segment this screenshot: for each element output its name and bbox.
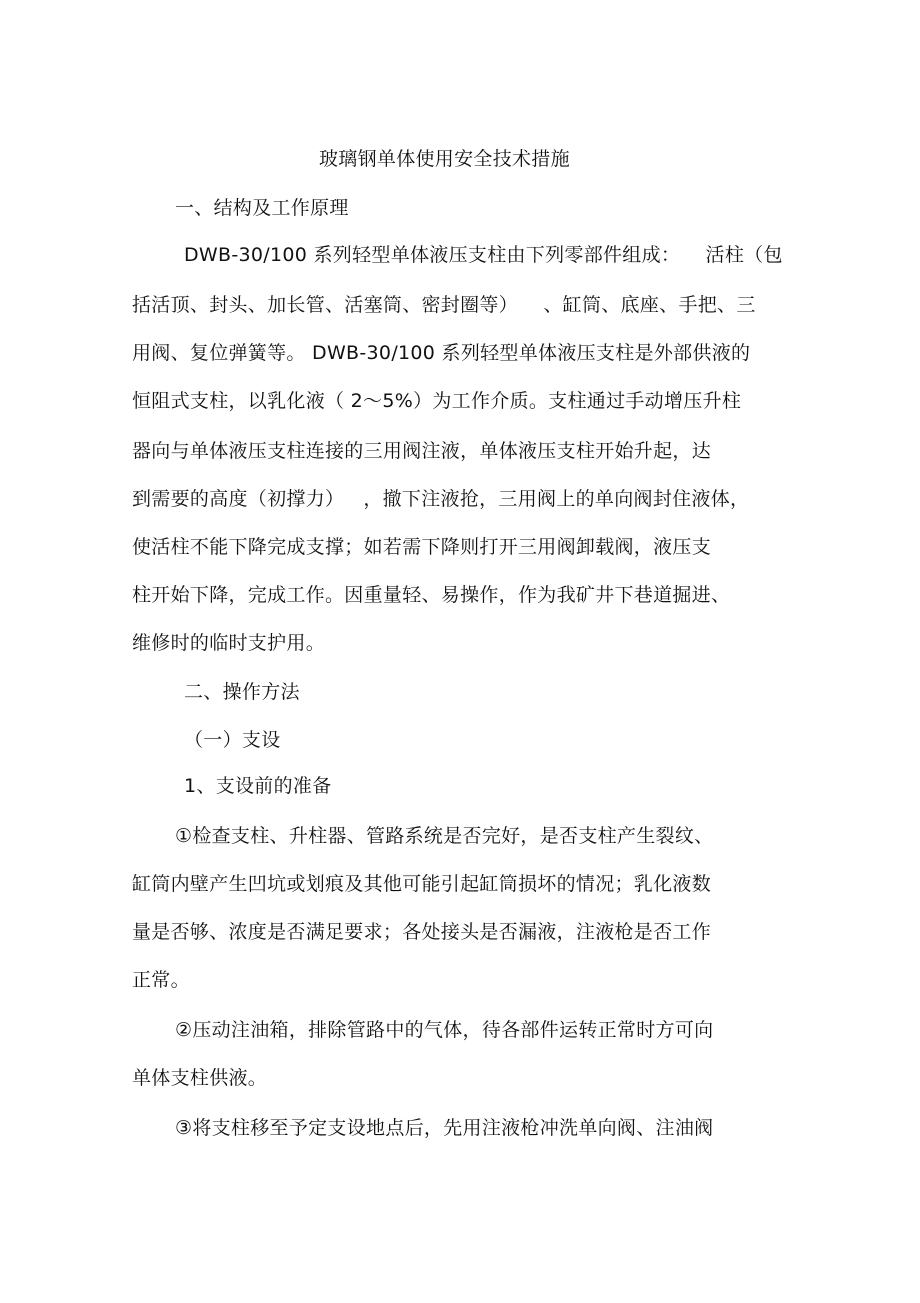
paragraph-line: DWB-30/100 系列轻型单体液压支柱由下列零部件组成： 活柱（包 <box>184 244 783 266</box>
item-heading-preparation: 1、支设前的准备 <box>184 775 332 797</box>
section-heading-structure: 一、结构及工作原理 <box>175 197 349 219</box>
step-line: 正常。 <box>132 969 190 991</box>
paragraph-line: 使活柱不能下降完成支撑；如若需下降则打开三用阀卸载阀，液压支 <box>132 536 712 558</box>
step-line: ①检查支柱、升柱器、管路系统是否完好，是否支柱产生裂纹、 <box>175 825 714 847</box>
step-line: 单体支柱供液。 <box>132 1067 268 1089</box>
page-title: 玻璃钢单体使用安全技术措施 <box>319 148 570 170</box>
paragraph-line: 器向与单体液压支柱连接的三用阀注液，单体液压支柱开始升起，达 <box>132 440 712 462</box>
step-line: 量是否够、浓度是否满足要求；各处接头是否漏液，注液枪是否工作 <box>132 921 712 943</box>
paragraph-line: 柱开始下降，完成工作。因重量轻、易操作，作为我矿井下巷道掘进、 <box>132 584 731 606</box>
paragraph-line: 到需要的高度（初撑力） ，撤下注液抢，三用阀上的单向阀封住液体， <box>132 488 750 510</box>
paragraph-line: 恒阻式支柱，以乳化液（ 2～5%）为工作介质。支柱通过手动增压升柱 <box>132 390 742 412</box>
step-line: ③将支柱移至予定支设地点后，先用注液枪冲洗单向阀、注油阀 <box>175 1117 714 1139</box>
paragraph-line: 用阀、复位弹簧等。 DWB-30/100 系列轻型单体液压支柱是外部供液的 <box>132 342 751 364</box>
step-line: ②压动注油箱，排除管路中的气体，待各部件运转正常时方可向 <box>175 1019 714 1041</box>
step-line: 缸筒内壁产生凹坑或划痕及其他可能引起缸筒损坏的情况；乳化液数 <box>132 873 712 895</box>
subsection-heading-setup: （一）支设 <box>184 729 281 751</box>
section-heading-operation: 二、操作方法 <box>184 681 300 703</box>
paragraph-line: 维修时的临时支护用。 <box>132 632 326 654</box>
paragraph-line: 括活顶、封头、加长管、活塞筒、密封圈等） 、缸筒、底座、手把、三 <box>132 294 756 316</box>
